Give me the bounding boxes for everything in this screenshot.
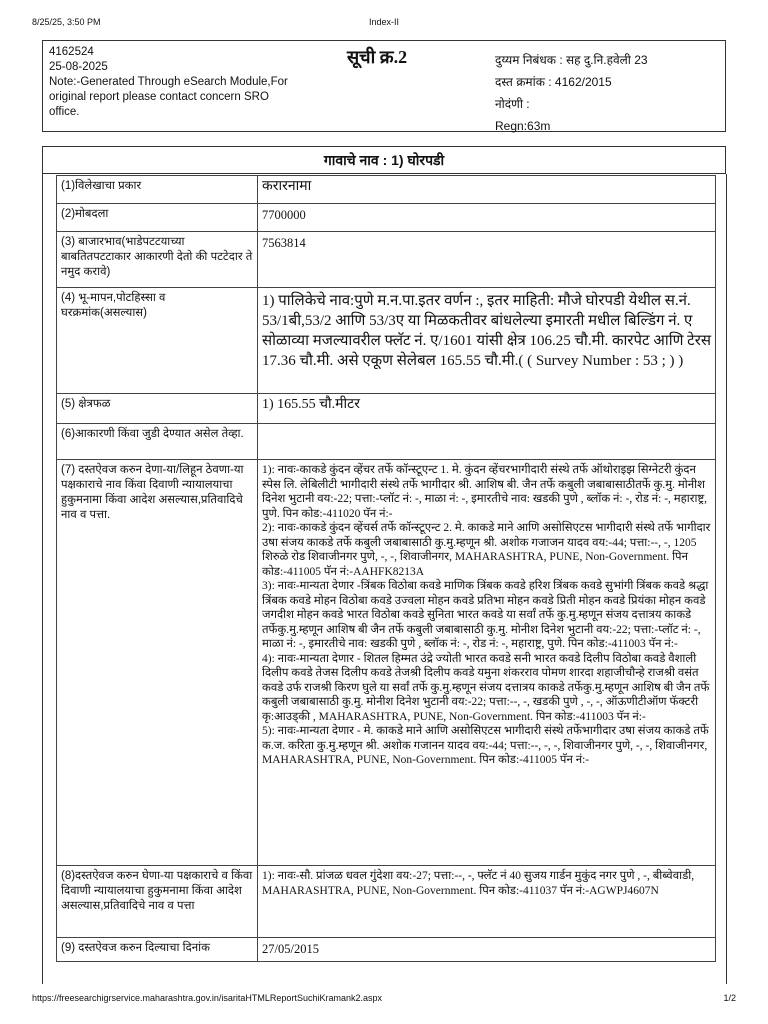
- row-value-parties: [258, 460, 716, 866]
- row-value-parties: [258, 866, 716, 938]
- browser-print-header: [32, 17, 736, 31]
- report-header-box: [42, 40, 726, 132]
- village-name: गावाचे नाव : 1) घोरपडी: [42, 146, 726, 174]
- party-entry: 5): नावः-मान्यता देणार - मे. काकडे माने आणि असोसिएटस भागीदारी संस्थे तर्फेभागीदार उषा संजय काकडे तर्फे क.ज. करिता कु.मु.म्हणून श्री. अशोक गजानन यादव वय:-44; पत्ता:--, -, -, शिवाजीनगर पुणे, -, -, शिवाजीनगर, MAHARASHTRA, PUNE, Non-Government. पिन कोड:-411005 पॅन नं:-: [262, 725, 709, 766]
- table-row: [57, 424, 716, 460]
- row-value: करारनामा: [258, 176, 716, 204]
- table-row: [57, 204, 716, 232]
- report-date: 25-08-2025: [49, 61, 108, 73]
- border-left: [42, 174, 43, 984]
- report-meta: [49, 45, 289, 120]
- row-label: (9) दस्तऐवज करुन दिल्याचा दिनांक: [57, 938, 258, 962]
- print-page-title: Index-II: [368, 17, 399, 27]
- party-entry: 1): नावः-काकडे कुंदन व्हेंचर तर्फे कॉन्स्टूएन्ट 1. मे. कुंदन व्हेंचरभागीदारी संस्थे तर्फे ऑथोराइझ सिग्नेटरी कुंदन स्पेस लि. लेबिलीटी भागीदारी संस्थे तर्फे भागीदार श्री. आशिष बी. जैन तर्फे कबुली जबाबासाठीतर्फे कु.मु. मोनीश दिनेश भुटानी वय:-22; पत्ता:-प्लॉट नं: -, माळा नं: -, इमारतीचे नाव: खडकी पुणे , ब्लॉक नं: -, रोड नं: -, महाराष्ट्र, पुणे. पिन कोड:-411020 पॅन नं:-: [262, 464, 708, 520]
- report-note: Note:-Generated Through eSearch Module,For original report please contact concern SRO office.: [49, 76, 288, 118]
- row-label: (3) बाजारभाव(भाडेपटटयाच्या बाबतितपटटाकार आकारणी देतो की पटटेदार ते नमुद करावे): [57, 232, 258, 288]
- row-value: 1) पालिकेचे नाव:पुणे म.न.पा.इतर वर्णन :, इतर माहिती: मौजे घोरपडी येथील स.नं. 53/1बी,53/2 आणि 53/3ए या मिळकतीवर बांधलेल्या इमारती मधील बिल्डिंग नं. ए सोळाव्या मजल्यावरील फ्लॅट नं. ए/1601 यांसी क्षेत्र 106.25 चौ.मी. कारपेट आणि टेरस 17.36 चौ.मी. असे एकूण सेलेबल 165.55 चौ.मी.( ( Survey Number : 53 ; ) ): [258, 288, 716, 394]
- border-right: [726, 174, 727, 984]
- table-row: [57, 176, 716, 204]
- office-details: [495, 49, 648, 137]
- row-value: [258, 424, 716, 460]
- page-url: https://freesearchigrservice.maharashtra.gov.in/isaritaHTMLReportSuchiKramank2.aspx: [32, 993, 382, 1003]
- page-title: सूची क्र.2: [347, 47, 408, 67]
- party-entry: 1): नावः-सौ. प्रांजळ धवल गुंदेशा वय:-27; पत्ता:--, -, फ्लॅट नं 40 सुजय गार्डन मुकुंद नगर पुणे , -, बीब्वेवाडी, MAHARASHTRA, PUNE, Non-Government. पिन कोड:-411037 पॅन नं:-AGWPJ4607N: [262, 870, 695, 897]
- row-label: (6)आकारणी किंवा जुडी देण्यात असेल तेव्हा.: [57, 424, 258, 460]
- row-value: 1) 165.55 चौ.मीटर: [258, 394, 716, 424]
- party-entry: 4): नावः-मान्यता देणार - शितल हिम्मत उंद्रे ज्योती भारत कवडे सनी भारत कवडे दिलीप विठोबा कवडे वैशाली दिलीप कवडे तेजस दिलीप कवडे तेजश्री दिलीप कवडे यमुना शंकरराव पोमण शारदा शहाजीचौन्हे राजश्री वसंत कवडे उर्फ राजश्री किरण घुले या सर्वां तर्फे कु.मु.म्हणून संजय दत्तात्रय काकडे तर्फेकु.मु.म्हणून आशिष बी जैन तर्फे कबुली जबाबासाठी कु.मु. मोनीश दिनेश भुटानी वय:-22; पत्ता:--, -, खडकी पुणे , -, -, ऑऊणीटीऑण फॅक्टरी कृ:आउड्की , MAHARASHTRA, PUNE, Non-Government. पिन कोड:-411003 पॅन नं:-: [262, 652, 710, 723]
- print-page-number: 1/2: [723, 993, 736, 1003]
- browser-print-footer: [32, 993, 736, 1003]
- row-value: 7563814: [258, 232, 716, 288]
- index-table: [56, 175, 716, 962]
- regn-number: Regn:63m: [495, 119, 551, 133]
- row-label: (7) दस्तऐवज करुन देणा-या/लिहून ठेवणा-या पक्षकाराचे नाव किंवा दिवाणी न्यायालयाचा हुकुमनामा किंवा आदेश असल्यास,प्रतिवादिचे नाव व पत्ता.: [57, 460, 258, 866]
- table-row: [57, 288, 716, 394]
- print-datetime: 8/25/25, 3:50 PM: [32, 17, 101, 27]
- row-label: (1)विलेखाचा प्रकार: [57, 176, 258, 204]
- table-row: [57, 232, 716, 288]
- doc-number: दस्त क्रमांक : 4162/2015: [495, 75, 612, 89]
- table-row: [57, 866, 716, 938]
- party-entry: 3): नावः-मान्यता देणार -त्रिंबक विठोबा कवडे माणिक त्रिंबक कवडे हरिश त्रिंबक कवडे सुभांगी त्रिंबक कवडे श्रद्धा त्रिंबक कवडे मोहन विठोबा कवडे उज्वला मोहन कवडे प्रतिभा मोहन कवडे प्रिती मोहन कवडे प्रियंका मोहन कवडे जगदीश मोहन कवडे भारत विठोबा कवडे सुनिता भारत कवडे या सर्वां तर्फे कु.मु.म्हणून संजय दत्तात्रय काकडे तर्फेकु.मु.म्हणून आशिष बी जैन तर्फे कबुली जबाबासाठी कु.मु. मोनीश दिनेश भुटानी वय:-22; पत्ता:-प्लॉट नं: -, माळा नं: -, इमारतीचे नाव: खडकी पुणे , ब्लॉक नं: -, रोड नं: -, महाराष्ट्र, पुणे. पिन कोड:-411003 पॅन नं:-: [262, 580, 709, 650]
- table-row: [57, 394, 716, 424]
- office-name: दुय्यम निबंधक : सह दु.नि.हवेली 23: [495, 53, 648, 67]
- table-row: [57, 938, 716, 962]
- row-label: (5) क्षेत्रफळ: [57, 394, 258, 424]
- row-label: (2)मोबदला: [57, 204, 258, 232]
- row-label: (4) भू-मापन,पोटहिस्सा व घरक्रमांक(असल्यास): [57, 288, 258, 394]
- doc-id: 4162524: [49, 46, 94, 58]
- row-value: 7700000: [258, 204, 716, 232]
- registration-label: नोदंणी :: [495, 97, 530, 111]
- row-value: 27/05/2015: [258, 938, 716, 962]
- table-row: [57, 460, 716, 866]
- party-entry: 2): नावः-काकडे कुंदन व्हेंचर्स तर्फे कॉन्स्टूएन्ट 2. मे. काकडे माने आणि असोसिएटस भागीदारी संस्थे तर्फे भागीदार उषा संजय काकडे तर्फे कबुली जबाबासाठी कु.मु.म्हणून श्री. अशोक गजाजन यादव वय:-44; पत्ता:--, -, 1205 शिरुळे रोड शिवाजीनगर पुणे, -, -, शिवाजीनगर, MAHARASHTRA, PUNE, Non-Government. पिन कोड:-411005 पॅन नं:-AAHFK8213A: [262, 522, 711, 578]
- row-label: (8)दस्तऐवज करुन घेणा-या पक्षकाराचे व किंवा दिवाणी न्यायालयाचा हुकुमनामा किंवा आदेश असल्यास,प्रतिवादिचे नाव व पत्ता: [57, 866, 258, 938]
